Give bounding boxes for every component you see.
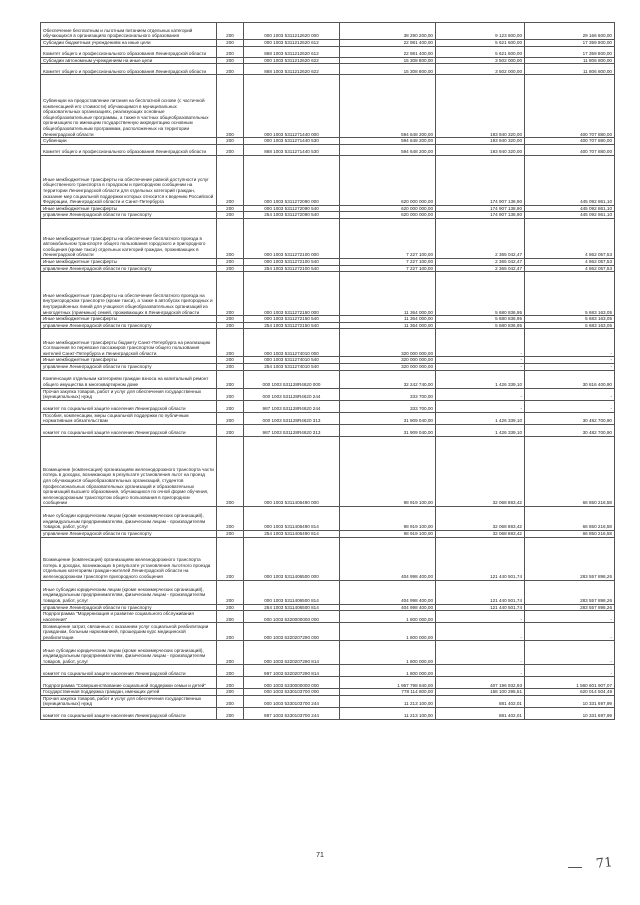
row-approved-amount: 778 114 800,00 [340,689,436,696]
row-code: 200 [217,424,244,436]
table-row [41,695,615,707]
row-code: 200 [217,46,244,57]
row-remaining-amount: 5 683 163,05 [525,322,615,329]
row-classification-code: 000 1003 5311212620 612 [244,40,340,47]
row-approved-amount: 320 000 000,00 [340,363,436,370]
row-classification-code: 000 1003 5311271440 000 [244,75,340,138]
row-approved-amount: 404 998 400,00 [340,580,436,604]
row-classification-code: 000 1003 5311406500 000 [244,537,340,580]
row-executed-amount: 1 426 339,10 [436,412,525,424]
table-body [41,23,615,720]
row-approved-amount: 320 000 000,00 [340,357,436,364]
row-classification-code: 000 1003 5320207290 000 [244,623,340,641]
row-code: 200 [217,212,244,219]
row-name: Иные субсидии юридическим лицам (кроме некоммерческих организаций), индивидуальным предпринимателям, физическим лицам - производителям товаров, работ, услуг [41,580,217,604]
table-row [41,218,615,258]
row-code: 200 [217,272,244,316]
row-name: Государственная поддержка граждан, имеющих детей [41,689,217,696]
table-row [41,604,615,611]
row-classification-code: 868 1003 5311212620 612 [244,46,340,57]
table-row [41,400,615,412]
table-row [41,689,615,696]
row-name: Комитет общего и профессионального образования Ленинградской области [41,46,217,57]
table-row [41,155,615,205]
row-approved-amount: 620 000 000,00 [340,212,436,219]
row-classification-code: 254 1003 5311274010 540 [244,363,340,370]
row-approved-amount: 7 227 100,00 [340,258,436,265]
row-classification-code: 000 1003 5311272150 000 [244,272,340,316]
row-executed-amount: - [436,388,525,400]
row-code: 200 [217,412,244,424]
row-approved-amount: 98 919 100,00 [340,506,436,530]
row-approved-amount: 594 648 200,00 [340,138,436,145]
row-name: комитет по социальной защите населения Ленинградской области [41,400,217,412]
row-code: 200 [217,23,244,40]
row-classification-code: 000 1003 5320207290 814 [244,641,340,665]
row-name: Возмещение (компенсация) организациям железнодорожного транспорта части потерь в доходах, возникающих в результате установления льгот на проезд для обучающихся общеобразовательных организаций, студентов профессиональных образовательных организаций и образовательных организаций высшего образования, обучающихся по очной форме обучения, железнодорожным транспортом общего пользования в пригородном сообщении [41,436,217,506]
row-executed-amount: 174 907 138,90 [436,212,525,219]
table-row [41,316,615,323]
row-classification-code: 254 1003 5311272100 540 [244,265,340,272]
row-classification-code: 000 1003 5330103700 000 [244,689,340,696]
row-code: 200 [217,258,244,265]
handwritten-page-mark: 71 [595,855,614,872]
row-remaining-amount: 11 806 800,00 [525,64,615,75]
row-classification-code: 000 1003 5311272100 540 [244,258,340,265]
row-name: Комитет общего и профессионального образования Ленинградской области [41,64,217,75]
row-remaining-amount: 10 331 697,99 [525,695,615,707]
table-row [41,623,615,641]
row-classification-code: 987 1003 5330103700 244 [244,708,340,720]
row-code: 200 [217,138,244,145]
row-name: Прочая закупка товаров, работ и услуг для обеспечения государственных (муниципальных) нужд [41,695,217,707]
row-remaining-amount: 400 707 880,00 [525,144,615,155]
table-row [41,144,615,155]
row-code: 200 [217,580,244,604]
row-code: 200 [217,677,244,689]
row-approved-amount: 11 364 000,00 [340,272,436,316]
row-code: 200 [217,329,244,357]
table-row [41,57,615,64]
row-remaining-amount: 30 482 700,90 [525,412,615,424]
row-executed-amount: - [436,329,525,357]
row-name: Иные межбюджетные трансферты [41,258,217,265]
table-row [41,708,615,720]
row-code: 200 [217,604,244,611]
row-executed-amount: - [436,665,525,677]
row-executed-amount: 3 502 000,00 [436,64,525,75]
row-approved-amount: 1 800 000,00 [340,611,436,623]
table-row [41,677,615,689]
table-row [41,322,615,329]
table-row [41,138,615,145]
row-remaining-amount: 17 359 800,00 [525,46,615,57]
row-remaining-amount: 30 482 700,90 [525,424,615,436]
row-classification-code: 000 1003 5311406500 814 [244,580,340,604]
row-approved-amount: 7 227 100,00 [340,218,436,258]
table-row [41,388,615,400]
row-remaining-amount: - [525,623,615,641]
row-approved-amount: 11 364 000,00 [340,316,436,323]
row-classification-code: 868 1003 5311271440 530 [244,144,340,155]
row-executed-amount: 2 365 042,47 [436,218,525,258]
row-executed-amount: 5 680 836,95 [436,316,525,323]
table-row [41,265,615,272]
row-name: Иные межбюджетные трансферты [41,357,217,364]
row-approved-amount: 98 919 100,00 [340,436,436,506]
row-remaining-amount: 283 557 898,26 [525,537,615,580]
table-row [41,357,615,364]
table-row [41,75,615,138]
row-remaining-amount: 30 816 400,90 [525,370,615,388]
row-classification-code: 000 1003 5320000000 000 [244,611,340,623]
table-row [41,611,615,623]
row-name: Обеспечение бесплатным и льготным питанием отдельных категорий обучающихся в организациях профессионального образования [41,23,217,40]
table-row [41,412,615,424]
row-approved-amount: 15 308 800,00 [340,64,436,75]
row-code: 200 [217,57,244,64]
row-approved-amount: 1 800 000,00 [340,623,436,641]
row-classification-code: 000 1003 5311406490 814 [244,506,340,530]
row-executed-amount: 881 402,01 [436,708,525,720]
row-name: комитет по социальной защите населения Ленинградской области [41,424,217,436]
row-executed-amount: 121 440 501,74 [436,537,525,580]
table-row [41,329,615,357]
table-row [41,205,615,212]
table-row [41,665,615,677]
row-name: Пособия, компенсации, меры социальной поддержки по публичным нормативным обязательствам [41,412,217,424]
table-row [41,530,615,537]
row-classification-code: 000 1003 5311274010 000 [244,329,340,357]
row-executed-amount: 5 621 600,00 [436,40,525,47]
row-code: 200 [217,665,244,677]
row-remaining-amount: 66 850 216,58 [525,436,615,506]
table-row [41,272,615,316]
row-approved-amount: 333 700,00 [340,388,436,400]
row-approved-amount: 31 909 040,00 [340,424,436,436]
row-approved-amount: 620 000 000,00 [340,155,436,205]
row-name: Иные межбюджетные трансферты на обеспечение бесплатного проезда на внутригородском транспорте (кроме такси), а также в автобусах пригородных и внутрирайонных линий для учащихся общеобразовательных организаций из многодетных (приемных) семей, проживающих в Ленинградской области [41,272,217,316]
row-classification-code: 000 1003 5311212620 000 [244,23,340,40]
row-approved-amount: 404 998 400,00 [340,604,436,611]
row-executed-amount: 32 068 883,42 [436,436,525,506]
row-name: Компенсация отдельным категориям граждан взноса на капитальный ремонт общего имущества в многоквартирном доме [41,370,217,388]
row-code: 200 [217,689,244,696]
row-classification-code: 000 1003 531128R4620 244 [244,388,340,400]
table-row [41,436,615,506]
row-approved-amount: 32 242 740,00 [340,370,436,388]
row-classification-code: 868 1003 5311212620 622 [244,64,340,75]
row-name: Иные субсидии юридическим лицам (кроме некоммерческих организаций), индивидуальным предпринимателям, физическим лицам - производителям товаров, работ, услуг [41,641,217,665]
row-code: 200 [217,623,244,641]
row-classification-code: 000 1003 5311272100 000 [244,218,340,258]
table-row [41,363,615,370]
row-name: управление Ленинградской области по транспорту [41,322,217,329]
row-approved-amount: 11 213 100,00 [340,695,436,707]
row-classification-code: 987 1003 531128R4620 244 [244,400,340,412]
row-code: 200 [217,530,244,537]
row-executed-amount: 121 440 501,74 [436,604,525,611]
row-approved-amount: 38 290 200,00 [340,23,436,40]
row-classification-code: 000 1003 5311274010 540 [244,357,340,364]
handwritten-dash [568,867,582,868]
table-row [41,537,615,580]
row-code: 200 [217,370,244,388]
row-name: Субсидии автономным учреждениям на иные цели [41,57,217,64]
row-executed-amount: - [436,357,525,364]
row-remaining-amount: 445 092 861,10 [525,155,615,205]
row-classification-code: 987 1003 5320207290 814 [244,665,340,677]
budget-table-sheet [40,22,614,720]
row-code: 200 [217,265,244,272]
row-name: Иные субсидии юридическим лицам (кроме некоммерческих организаций), индивидуальным предпринимателям, физическим лицам - производителям товаров, работ, услуг [41,506,217,530]
row-remaining-amount: - [525,665,615,677]
row-classification-code: 000 1003 5311271440 530 [244,138,340,145]
row-executed-amount: 193 940 320,00 [436,75,525,138]
row-name: управление Ленинградской области по транспорту [41,530,217,537]
row-executed-amount: 174 907 138,90 [436,205,525,212]
row-code: 200 [217,388,244,400]
table-row [41,258,615,265]
row-code: 200 [217,641,244,665]
row-remaining-amount: 66 850 216,58 [525,530,615,537]
row-classification-code: 987 1003 531128R4620 313 [244,424,340,436]
row-remaining-amount: 10 331 697,99 [525,708,615,720]
row-remaining-amount: 4 862 057,53 [525,265,615,272]
row-executed-amount: 9 123 600,00 [436,23,525,40]
row-approved-amount: 1 800 000,00 [340,641,436,665]
row-name: Иные межбюджетные трансферты [41,316,217,323]
row-remaining-amount: 620 014 504,49 [525,689,615,696]
table-row [41,40,615,47]
row-approved-amount: 7 227 100,00 [340,265,436,272]
row-executed-amount: - [436,641,525,665]
table-row [41,64,615,75]
row-code: 200 [217,205,244,212]
row-executed-amount: 407 196 932,93 [436,677,525,689]
row-executed-amount: 32 068 883,42 [436,506,525,530]
row-remaining-amount: 17 359 800,00 [525,40,615,47]
row-executed-amount: 158 100 295,51 [436,689,525,696]
row-executed-amount: 174 907 138,90 [436,155,525,205]
row-executed-amount: - [436,611,525,623]
row-approved-amount: 22 981 400,00 [340,40,436,47]
row-remaining-amount: - [525,388,615,400]
row-code: 200 [217,155,244,205]
row-remaining-amount: - [525,329,615,357]
row-name: Иные межбюджетные трансферты [41,205,217,212]
row-executed-amount: 193 940 320,00 [436,138,525,145]
row-remaining-amount: - [525,611,615,623]
row-code: 200 [217,40,244,47]
table-row [41,370,615,388]
row-approved-amount: 11 364 000,00 [340,322,436,329]
row-approved-amount: 620 000 000,00 [340,205,436,212]
row-code: 200 [217,218,244,258]
budget-execution-table [40,22,615,720]
row-executed-amount: 5 621 600,00 [436,46,525,57]
row-name: Прочая закупка товаров, работ и услуг для обеспечения государственных (муниципальных) нужд [41,388,217,400]
row-approved-amount: 22 981 400,00 [340,46,436,57]
row-name: Иные межбюджетные трансферты бюджету Санкт-Петербурга на реализацию Соглашения по перевозке пассажиров транспортом общего пользования жителей Санкт-Петербурга и Ленинградской области [41,329,217,357]
table-row [41,424,615,436]
row-name: Субвенции [41,138,217,145]
row-name: Субвенции на предоставление питания на бесплатной основе (с частичной компенсацией его стоимости) обучающимся в муниципальных образовательных организациях, реализующих основные общеобразовательные программы, а также в частных общеобразовательных организациях по имеющим государственную аккредитацию основным общеобразовательным программам, расположенных на территории Ленинградской области [41,75,217,138]
row-executed-amount: 5 680 836,95 [436,272,525,316]
row-name: управление Ленинградской области по транспорту [41,363,217,370]
row-classification-code: 000 1003 5311272090 000 [244,155,340,205]
row-name: Субсидии бюджетным учреждениям на иные цели [41,40,217,47]
row-remaining-amount: 445 092 861,10 [525,205,615,212]
row-remaining-amount: - [525,400,615,412]
row-approved-amount: 594 648 200,00 [340,144,436,155]
row-code: 200 [217,695,244,707]
table-row [41,580,615,604]
table-row [41,212,615,219]
row-remaining-amount: 1 560 601 907,07 [525,677,615,689]
row-code: 200 [217,436,244,506]
row-classification-code: 000 1003 5311406490 000 [244,436,340,506]
row-executed-amount: 121 440 501,74 [436,580,525,604]
row-name: комитет по социальной защите населения Ленинградской области [41,708,217,720]
row-classification-code: 254 1003 5311272090 540 [244,212,340,219]
row-approved-amount: 1 800 000,00 [340,665,436,677]
row-remaining-amount: 66 850 216,58 [525,506,615,530]
row-classification-code: 254 1003 5311272150 540 [244,322,340,329]
row-classification-code: 000 1003 531128R4620 000 [244,370,340,388]
row-executed-amount: 193 940 320,00 [436,144,525,155]
table-row [41,641,615,665]
row-approved-amount: 15 308 800,00 [340,57,436,64]
row-remaining-amount: 400 707 880,00 [525,75,615,138]
row-executed-amount: 5 680 836,95 [436,322,525,329]
row-remaining-amount: 400 707 880,00 [525,138,615,145]
row-remaining-amount: - [525,363,615,370]
table-row [41,506,615,530]
row-classification-code: 000 1003 5311272090 540 [244,205,340,212]
row-classification-code: 254 1003 5311406500 814 [244,604,340,611]
row-approved-amount: 31 909 040,00 [340,412,436,424]
page-number: 71 [316,852,324,859]
row-code: 200 [217,708,244,720]
row-remaining-amount: 283 557 898,26 [525,580,615,604]
row-remaining-amount: 283 557 898,26 [525,604,615,611]
row-classification-code: 000 1003 5330103700 244 [244,695,340,707]
row-executed-amount: 2 365 042,47 [436,258,525,265]
row-name: управление Ленинградской области по транспорту [41,212,217,219]
row-classification-code: 000 1003 531128R4620 313 [244,412,340,424]
row-code: 200 [217,400,244,412]
row-name: Иные межбюджетные трансферты на обеспечение бесплатного проезда в автомобильном транспорте общего пользования городского и пригородного сообщения (кроме такси) отдельных категорий граждан, проживающих в Ленинградской области [41,218,217,258]
row-executed-amount: - [436,623,525,641]
row-classification-code: 000 1003 5311212620 622 [244,57,340,64]
row-code: 200 [217,75,244,138]
row-remaining-amount: 29 166 600,00 [525,23,615,40]
row-remaining-amount: 5 683 163,05 [525,316,615,323]
row-approved-amount: 98 919 100,00 [340,530,436,537]
row-name: управление Ленинградской области по транспорту [41,604,217,611]
row-classification-code: 000 1003 5311272150 540 [244,316,340,323]
row-code: 200 [217,316,244,323]
row-code: 200 [217,537,244,580]
row-executed-amount: 3 502 000,00 [436,57,525,64]
row-name: Иные межбюджетные трансферты на обеспечение равной доступности услуг общественного транспорта в городском и пригородном сообщении на территории Ленинградской области для отдельных категорий граждан, оказание мер социальной поддержки которых относится к ведению Российской Федерации, Ленинградской области и Санкт-Петербурга [41,155,217,205]
row-classification-code: 254 1003 5311406490 814 [244,530,340,537]
row-executed-amount: 2 365 042,47 [436,265,525,272]
row-executed-amount: - [436,363,525,370]
table-row [41,23,615,40]
row-approved-amount: 333 700,00 [340,400,436,412]
row-remaining-amount: 445 092 861,10 [525,212,615,219]
row-remaining-amount: 4 862 057,53 [525,258,615,265]
row-name: управление Ленинградской области по транспорту [41,265,217,272]
row-name: комитет по социальной защите населения Ленинградской области [41,665,217,677]
row-approved-amount: 404 998 400,00 [340,537,436,580]
row-approved-amount: 1 967 798 840,00 [340,677,436,689]
row-remaining-amount: 5 683 163,05 [525,272,615,316]
row-code: 200 [217,144,244,155]
row-executed-amount: 32 068 883,42 [436,530,525,537]
row-name: Подпрограмма "Модернизация и развитие социального обслуживания населения" [41,611,217,623]
row-code: 200 [217,363,244,370]
row-code: 200 [217,357,244,364]
row-executed-amount: 881 402,01 [436,695,525,707]
row-code: 200 [217,506,244,530]
row-executed-amount: 1 426 339,10 [436,424,525,436]
row-remaining-amount: - [525,641,615,665]
row-remaining-amount: - [525,357,615,364]
row-approved-amount: 11 213 100,00 [340,708,436,720]
row-executed-amount: - [436,400,525,412]
row-approved-amount: 320 000 000,00 [340,329,436,357]
table-row [41,46,615,57]
row-classification-code: 000 1003 5330000000 000 [244,677,340,689]
row-name: Возмещение (компенсация) организациям железнодорожного транспорта потерь в доходах, возникающих в результате установления льготного проезда отдельным категориям граждан-жителей Ленинградской области на железнодорожном транспорте пригородного сообщения [41,537,217,580]
row-remaining-amount: 11 806 800,00 [525,57,615,64]
row-name: Возмещение затрат, связанных с оказанием услуг социальной реабилитации гражданам, больным наркоманией, прошедшим курс медицинской реабилитации [41,623,217,641]
row-code: 200 [217,64,244,75]
row-approved-amount: 594 648 200,00 [340,75,436,138]
row-remaining-amount: 4 862 057,53 [525,218,615,258]
row-code: 200 [217,611,244,623]
row-name: Комитет общего и профессионального образования Ленинградской области [41,144,217,155]
row-code: 200 [217,322,244,329]
row-executed-amount: 1 426 339,10 [436,370,525,388]
row-name: Подпрограмма "Совершенствование социальной поддержки семьи и детей" [41,677,217,689]
